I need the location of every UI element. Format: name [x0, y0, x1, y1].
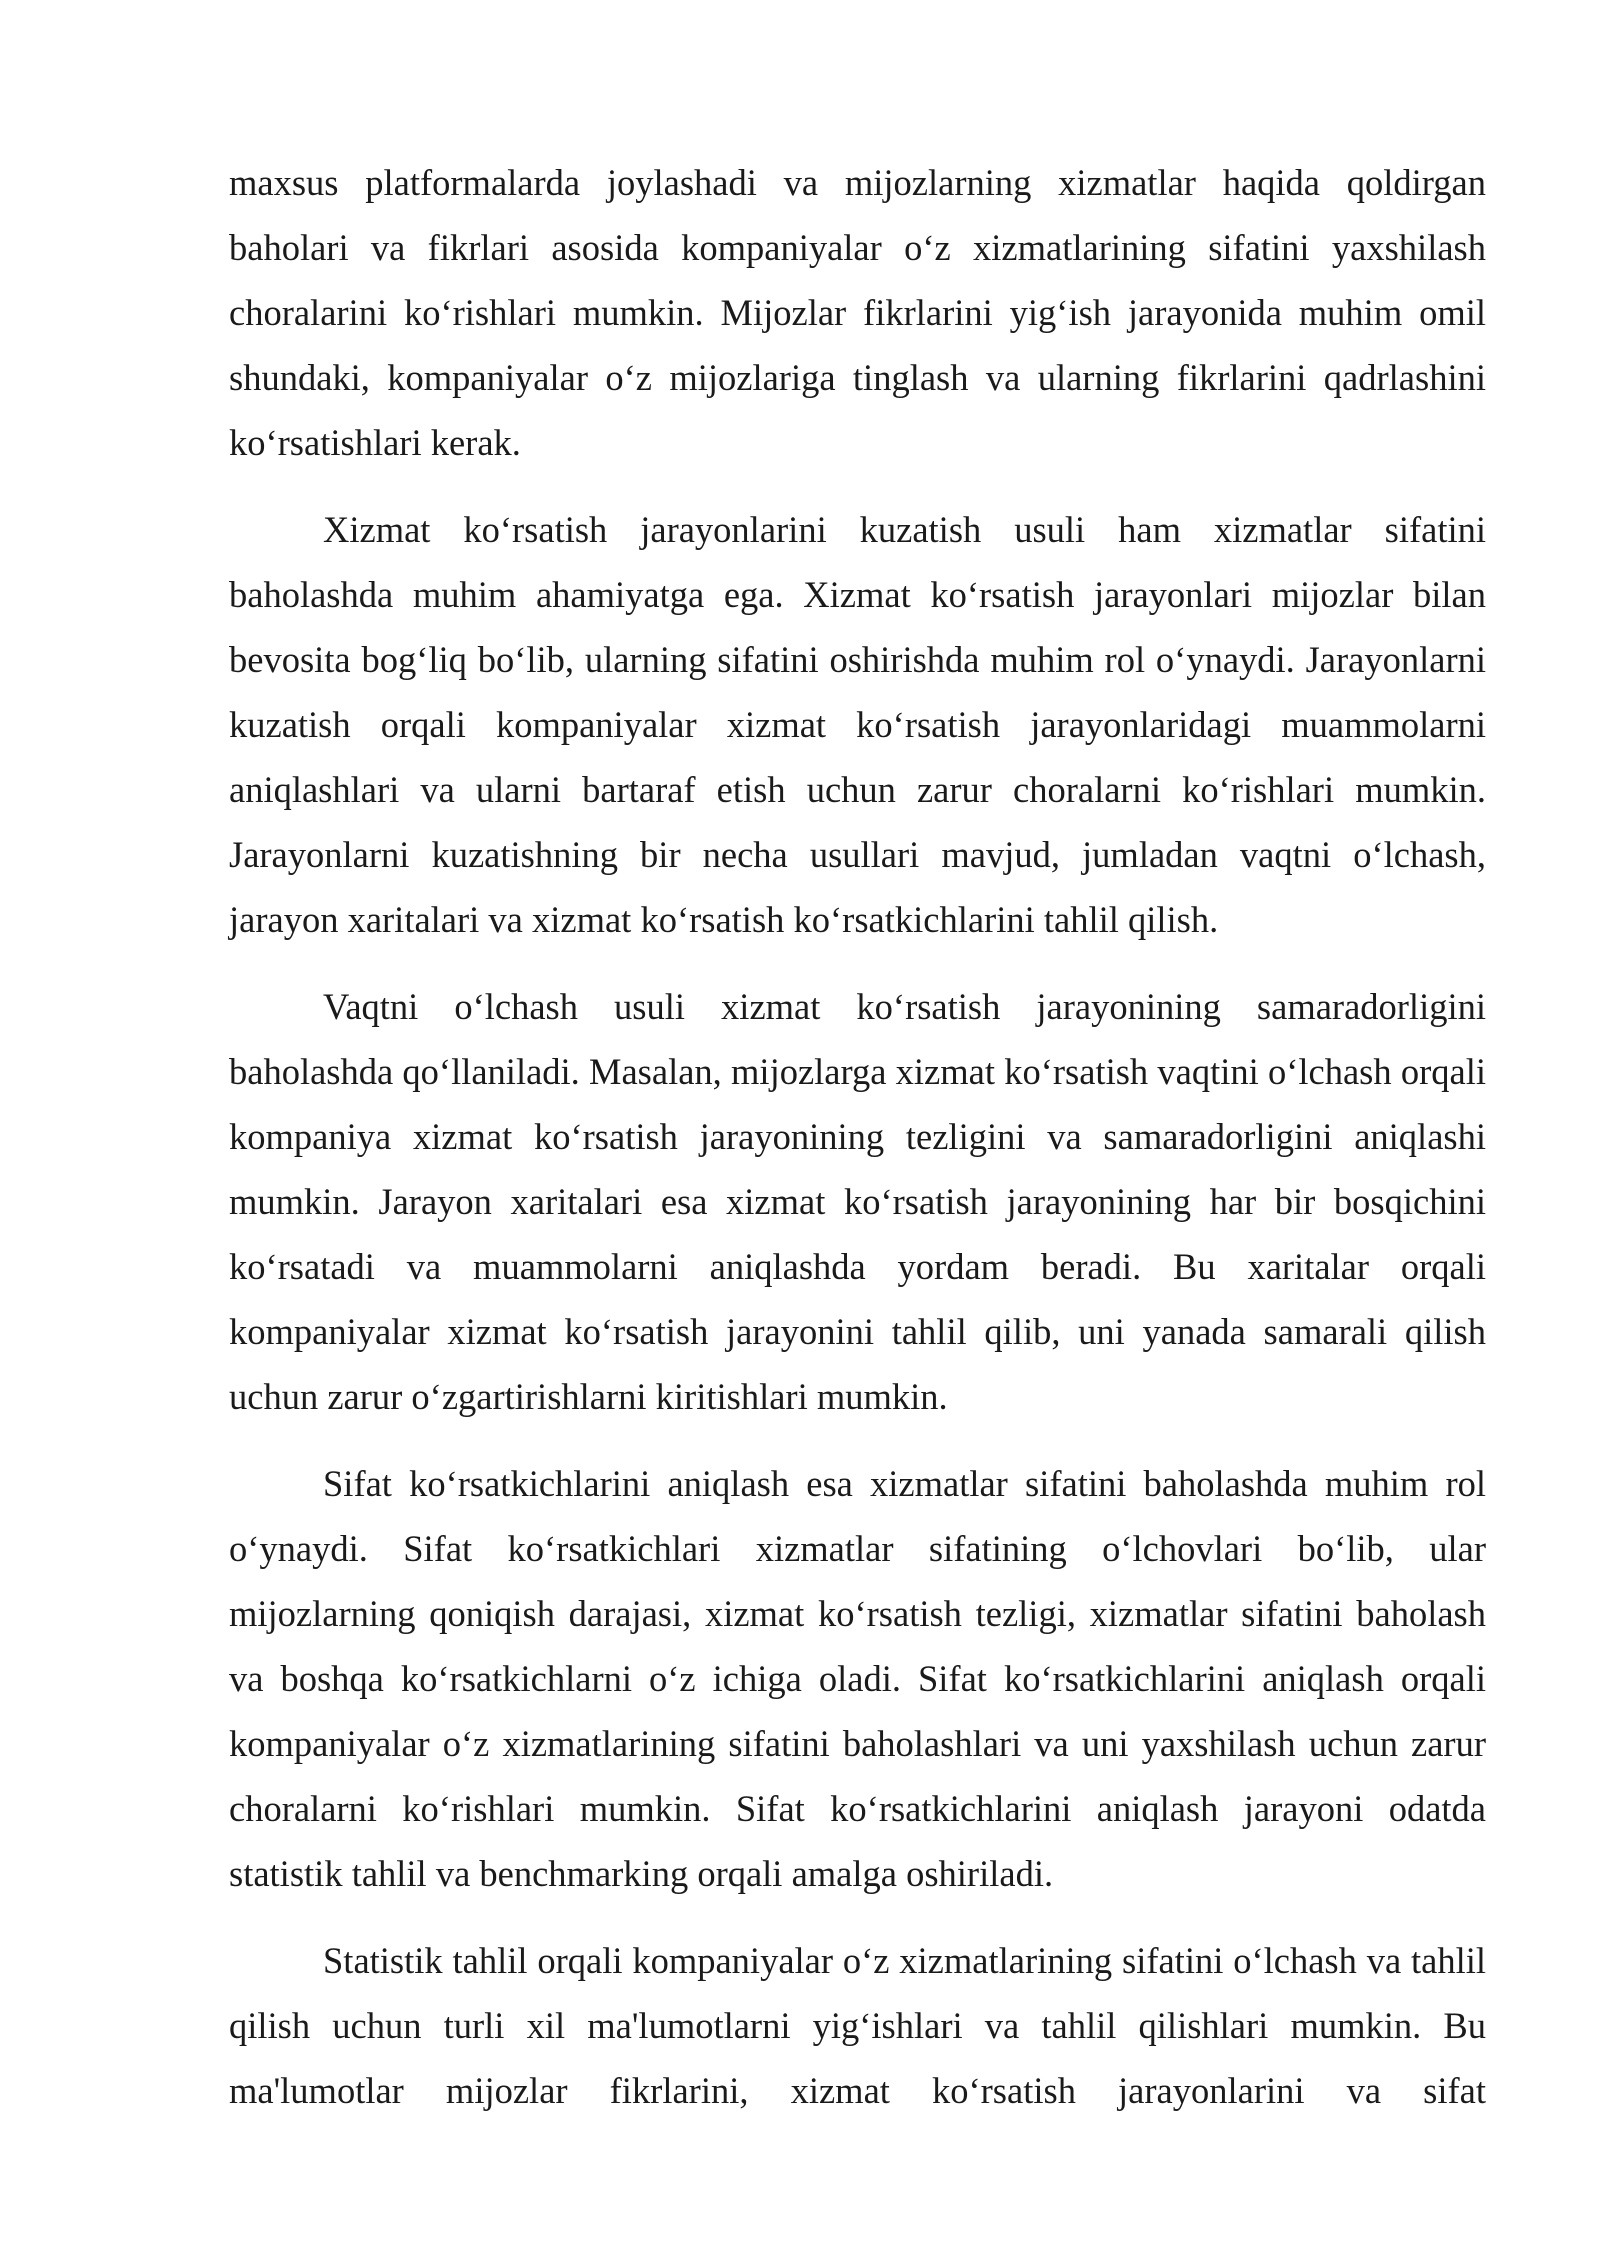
paragraph-4: Sifat ko‘rsatkichlarini aniqlash esa xizmatlar sifatini baholashda muhim rol o‘ynaydi. Sifat ko‘rsatkichlari xizmatlar sifatining o‘lchovlari bo‘lib, ular mijozlarning qoniqish darajasi, xizmat ko‘rsatish tezligi, xizmatlar sifatini baholash va boshqa ko‘rsatkichlarni o‘z ichiga oladi. Sifat ko‘rsatkichlarini aniqlash orqali kompaniyalar o‘z xizmatlarining sifatini baholashlari va uni yaxshilash uchun zarur choralarni ko‘rishlari mumkin. Sifat ko‘rsatkichlarini aniqlash jarayoni odatda statistik tahlil va benchmarking orqali amalga oshiriladi.	[229, 1463, 1486, 1894]
paragraph-3: Vaqtni o‘lchash usuli xizmat ko‘rsatish jarayonining samaradorligini baholashda qo‘llaniladi. Masalan, mijozlarga xizmat ko‘rsatish vaqtini o‘lchash orqali kompaniya xizmat ko‘rsatish jarayonining tezligini va samaradorligini aniqlashi mumkin. Jarayon xaritalari esa xizmat ko‘rsatish jarayonining har bir bosqichini ko‘rsatadi va muammolarni aniqlashda yordam beradi. Bu xaritalar orqali kompaniyalar xizmat ko‘rsatish jarayonini tahlil qilib, uni yanada samarali qilish uchun zarur o‘zgartirishlarni kiritishlari mumkin.	[229, 986, 1486, 1417]
body-text	[229, 150, 1486, 2145]
paragraph-5: Statistik tahlil orqali kompaniyalar o‘z xizmatlarining sifatini o‘lchash va tahlil qilish uchun turli xil ma'lumotlarni yig‘ishlari va tahlil qilishlari mumkin. Bu ma'lumotlar mijozlar fikrlarini, xizmat ko‘rsatish jarayonlarini va sifat	[229, 1940, 1486, 2111]
paragraph-2: Xizmat ko‘rsatish jarayonlarini kuzatish usuli ham xizmatlar sifatini baholashda muhim ahamiyatga ega. Xizmat ko‘rsatish jarayonlari mijozlar bilan bevosita bog‘liq bo‘lib, ularning sifatini oshirishda muhim rol o‘ynaydi. Jarayonlarni kuzatish orqali kompaniyalar xizmat ko‘rsatish jarayonlaridagi muammolarni aniqlashlari va ularni bartaraf etish uchun zarur choralarni ko‘rishlari mumkin. Jarayonlarni kuzatishning bir necha usullari mavjud, jumladan vaqtni o‘lchash, jarayon xaritalari va xizmat ko‘rsatish ko‘rsatkichlarini tahlil qilish.	[229, 509, 1486, 940]
paragraph-1: maxsus platformalarda joylashadi va mijozlarning xizmatlar haqida qoldirgan baholari va fikrlari asosida kompaniyalar o‘z xizmatlarining sifatini yaxshilash choralarini ko‘rishlari mumkin. Mijozlar fikrlarini yig‘ish jarayonida muhim omil shundaki, kompaniyalar o‘z mijozlariga tinglash va ularning fikrlarini qadrlashini ko‘rsatishlari kerak.	[229, 162, 1486, 463]
